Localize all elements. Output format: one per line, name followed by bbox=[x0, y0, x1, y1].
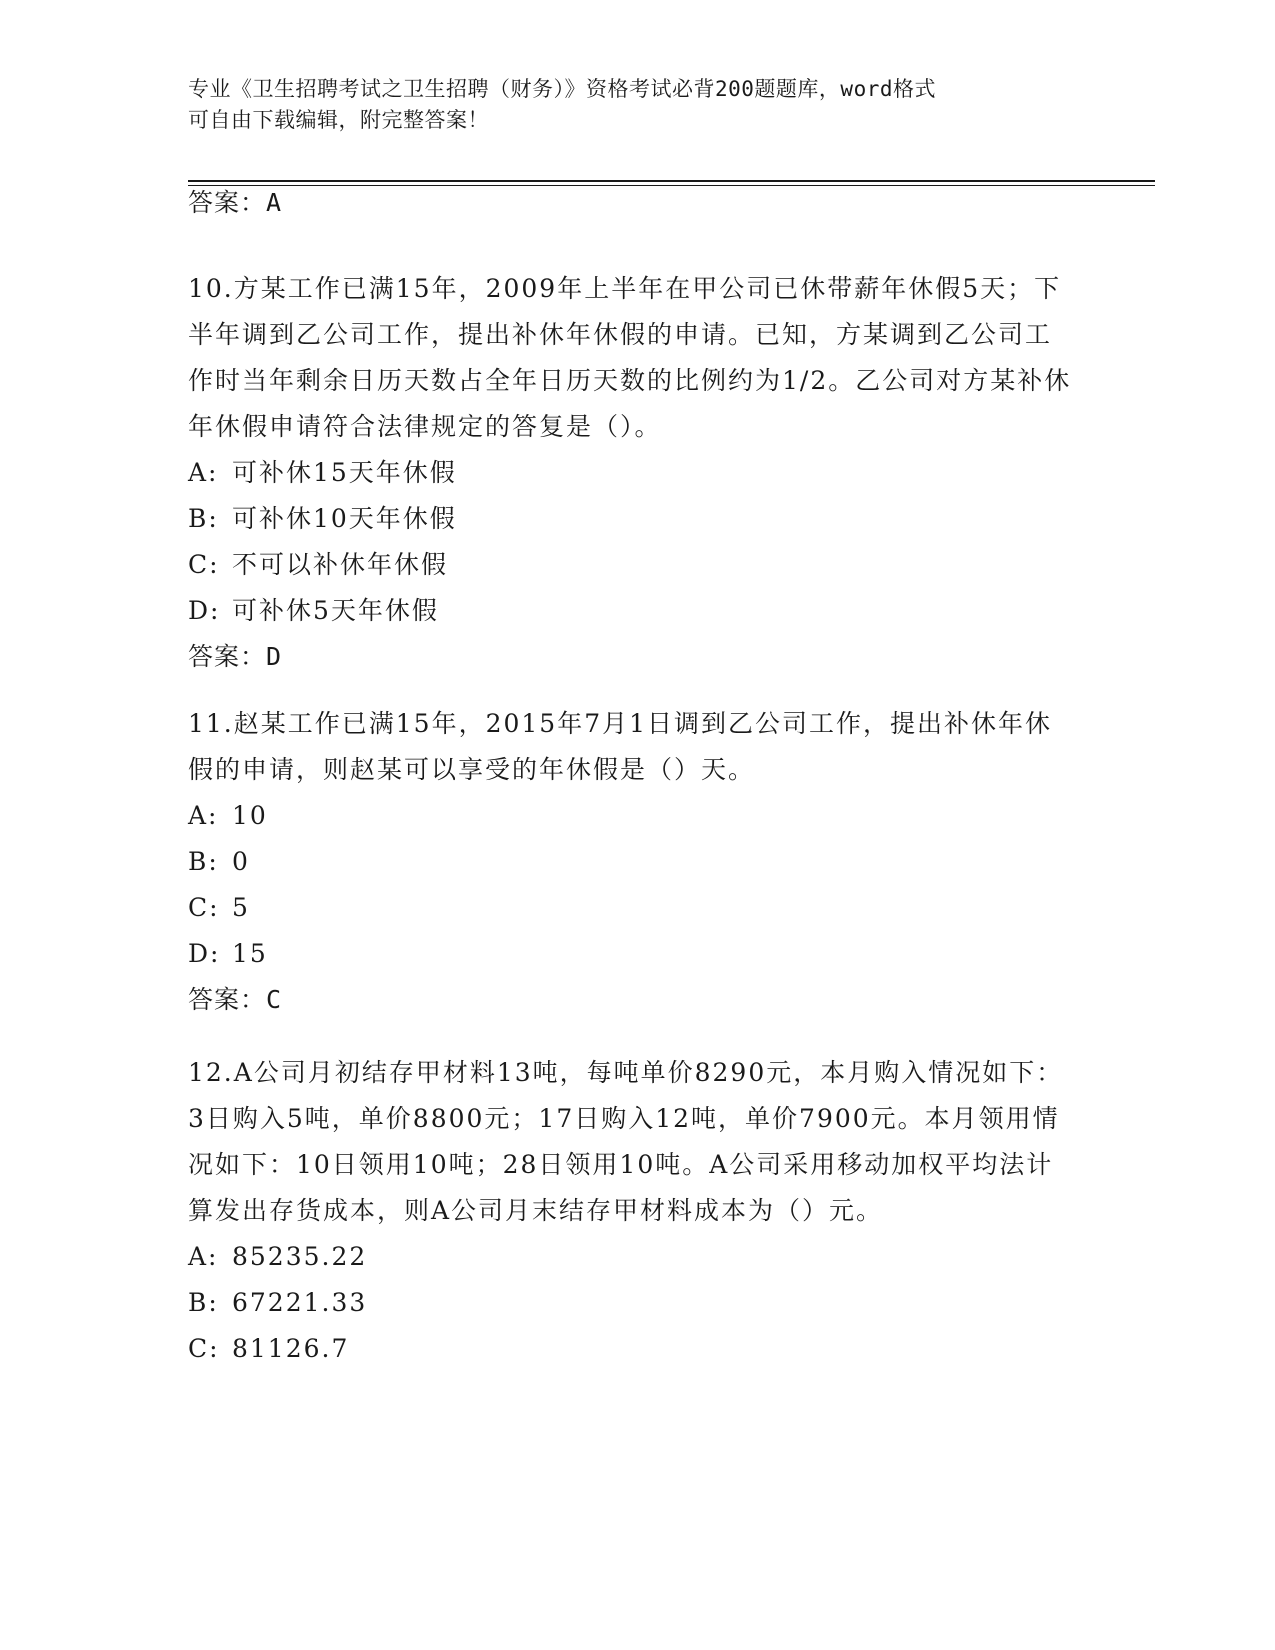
question-11-option-d bbox=[188, 931, 1078, 977]
question-12 bbox=[188, 1050, 1078, 1372]
question-11-text: 11.赵某工作已满15年，2015年7月1日调到乙公司工作，提出补休年休假的申请，则赵某可以享受的年休假是（）天。 bbox=[188, 709, 1053, 784]
option-text: 15 bbox=[232, 939, 268, 968]
question-12-text: 12.A公司月初结存甲材料13吨，每吨单价8290元，本月购入情况如下：3日购入5吨，单价8800元；17日购入12吨，单价7900元。本月领用情况如下：10日领用10吨；28日领用10吨。A公司采用移动加权平均法计算发出存货成本，则A公司月末结存甲材料成本为（）元。 bbox=[188, 1058, 1064, 1225]
option-text: 10 bbox=[232, 801, 268, 830]
option-text: 81126.7 bbox=[232, 1334, 350, 1363]
question-11-option-c bbox=[188, 885, 1078, 931]
option-text: 可补休15天年休假 bbox=[232, 458, 457, 487]
question-10-text: 10.方某工作已满15年，2009年上半年在甲公司已休带薪年休假5天；下半年调到乙公司工作，提出补休年休假的申请。已知，方某调到乙公司工作时当年剩余日历天数占全年日历天数的比例约为1/2。乙公司对方某补休年休假申请符合法律规定的答复是（）。 bbox=[188, 274, 1072, 441]
option-letter: D: bbox=[188, 596, 221, 625]
option-letter: B: bbox=[188, 1288, 219, 1317]
question-10 bbox=[188, 266, 1078, 680]
option-letter: C: bbox=[188, 550, 220, 579]
option-text: 不可以补休年休假 bbox=[232, 550, 449, 579]
option-letter: B: bbox=[188, 504, 219, 533]
question-11-answer: 答案：C bbox=[188, 985, 283, 1014]
question-10-option-b bbox=[188, 496, 1078, 542]
option-letter: C: bbox=[188, 893, 220, 922]
option-text: 可补休5天年休假 bbox=[232, 596, 439, 625]
document-header bbox=[188, 74, 1068, 136]
question-12-option-c bbox=[188, 1326, 1078, 1372]
option-letter: C: bbox=[188, 1334, 220, 1363]
option-letter: B: bbox=[188, 847, 219, 876]
question-10-option-a bbox=[188, 450, 1078, 496]
question-10-option-c bbox=[188, 542, 1078, 588]
option-text: 67221.33 bbox=[232, 1288, 368, 1317]
option-text: 可补休10天年休假 bbox=[232, 504, 457, 533]
question-11-option-b bbox=[188, 839, 1078, 885]
question-10-option-d bbox=[188, 588, 1078, 634]
header-line-2: 可自由下载编辑，附完整答案！ bbox=[188, 108, 489, 132]
option-letter: D: bbox=[188, 939, 221, 968]
answer-previous: 答案：A bbox=[188, 188, 283, 217]
question-12-option-b bbox=[188, 1280, 1078, 1326]
option-text: 85235.22 bbox=[232, 1242, 368, 1271]
question-12-option-a bbox=[188, 1234, 1078, 1280]
option-text: 5 bbox=[232, 893, 250, 922]
option-letter: A: bbox=[188, 801, 219, 830]
option-letter: A: bbox=[188, 458, 219, 487]
header-line-1: 专业《卫生招聘考试之卫生招聘（财务）》资格考试必背200题题库，word格式 bbox=[188, 77, 936, 101]
question-10-answer: 答案：D bbox=[188, 642, 283, 671]
option-letter: A: bbox=[188, 1242, 219, 1271]
option-text: 0 bbox=[232, 847, 250, 876]
question-11 bbox=[188, 701, 1078, 1023]
question-11-option-a bbox=[188, 793, 1078, 839]
